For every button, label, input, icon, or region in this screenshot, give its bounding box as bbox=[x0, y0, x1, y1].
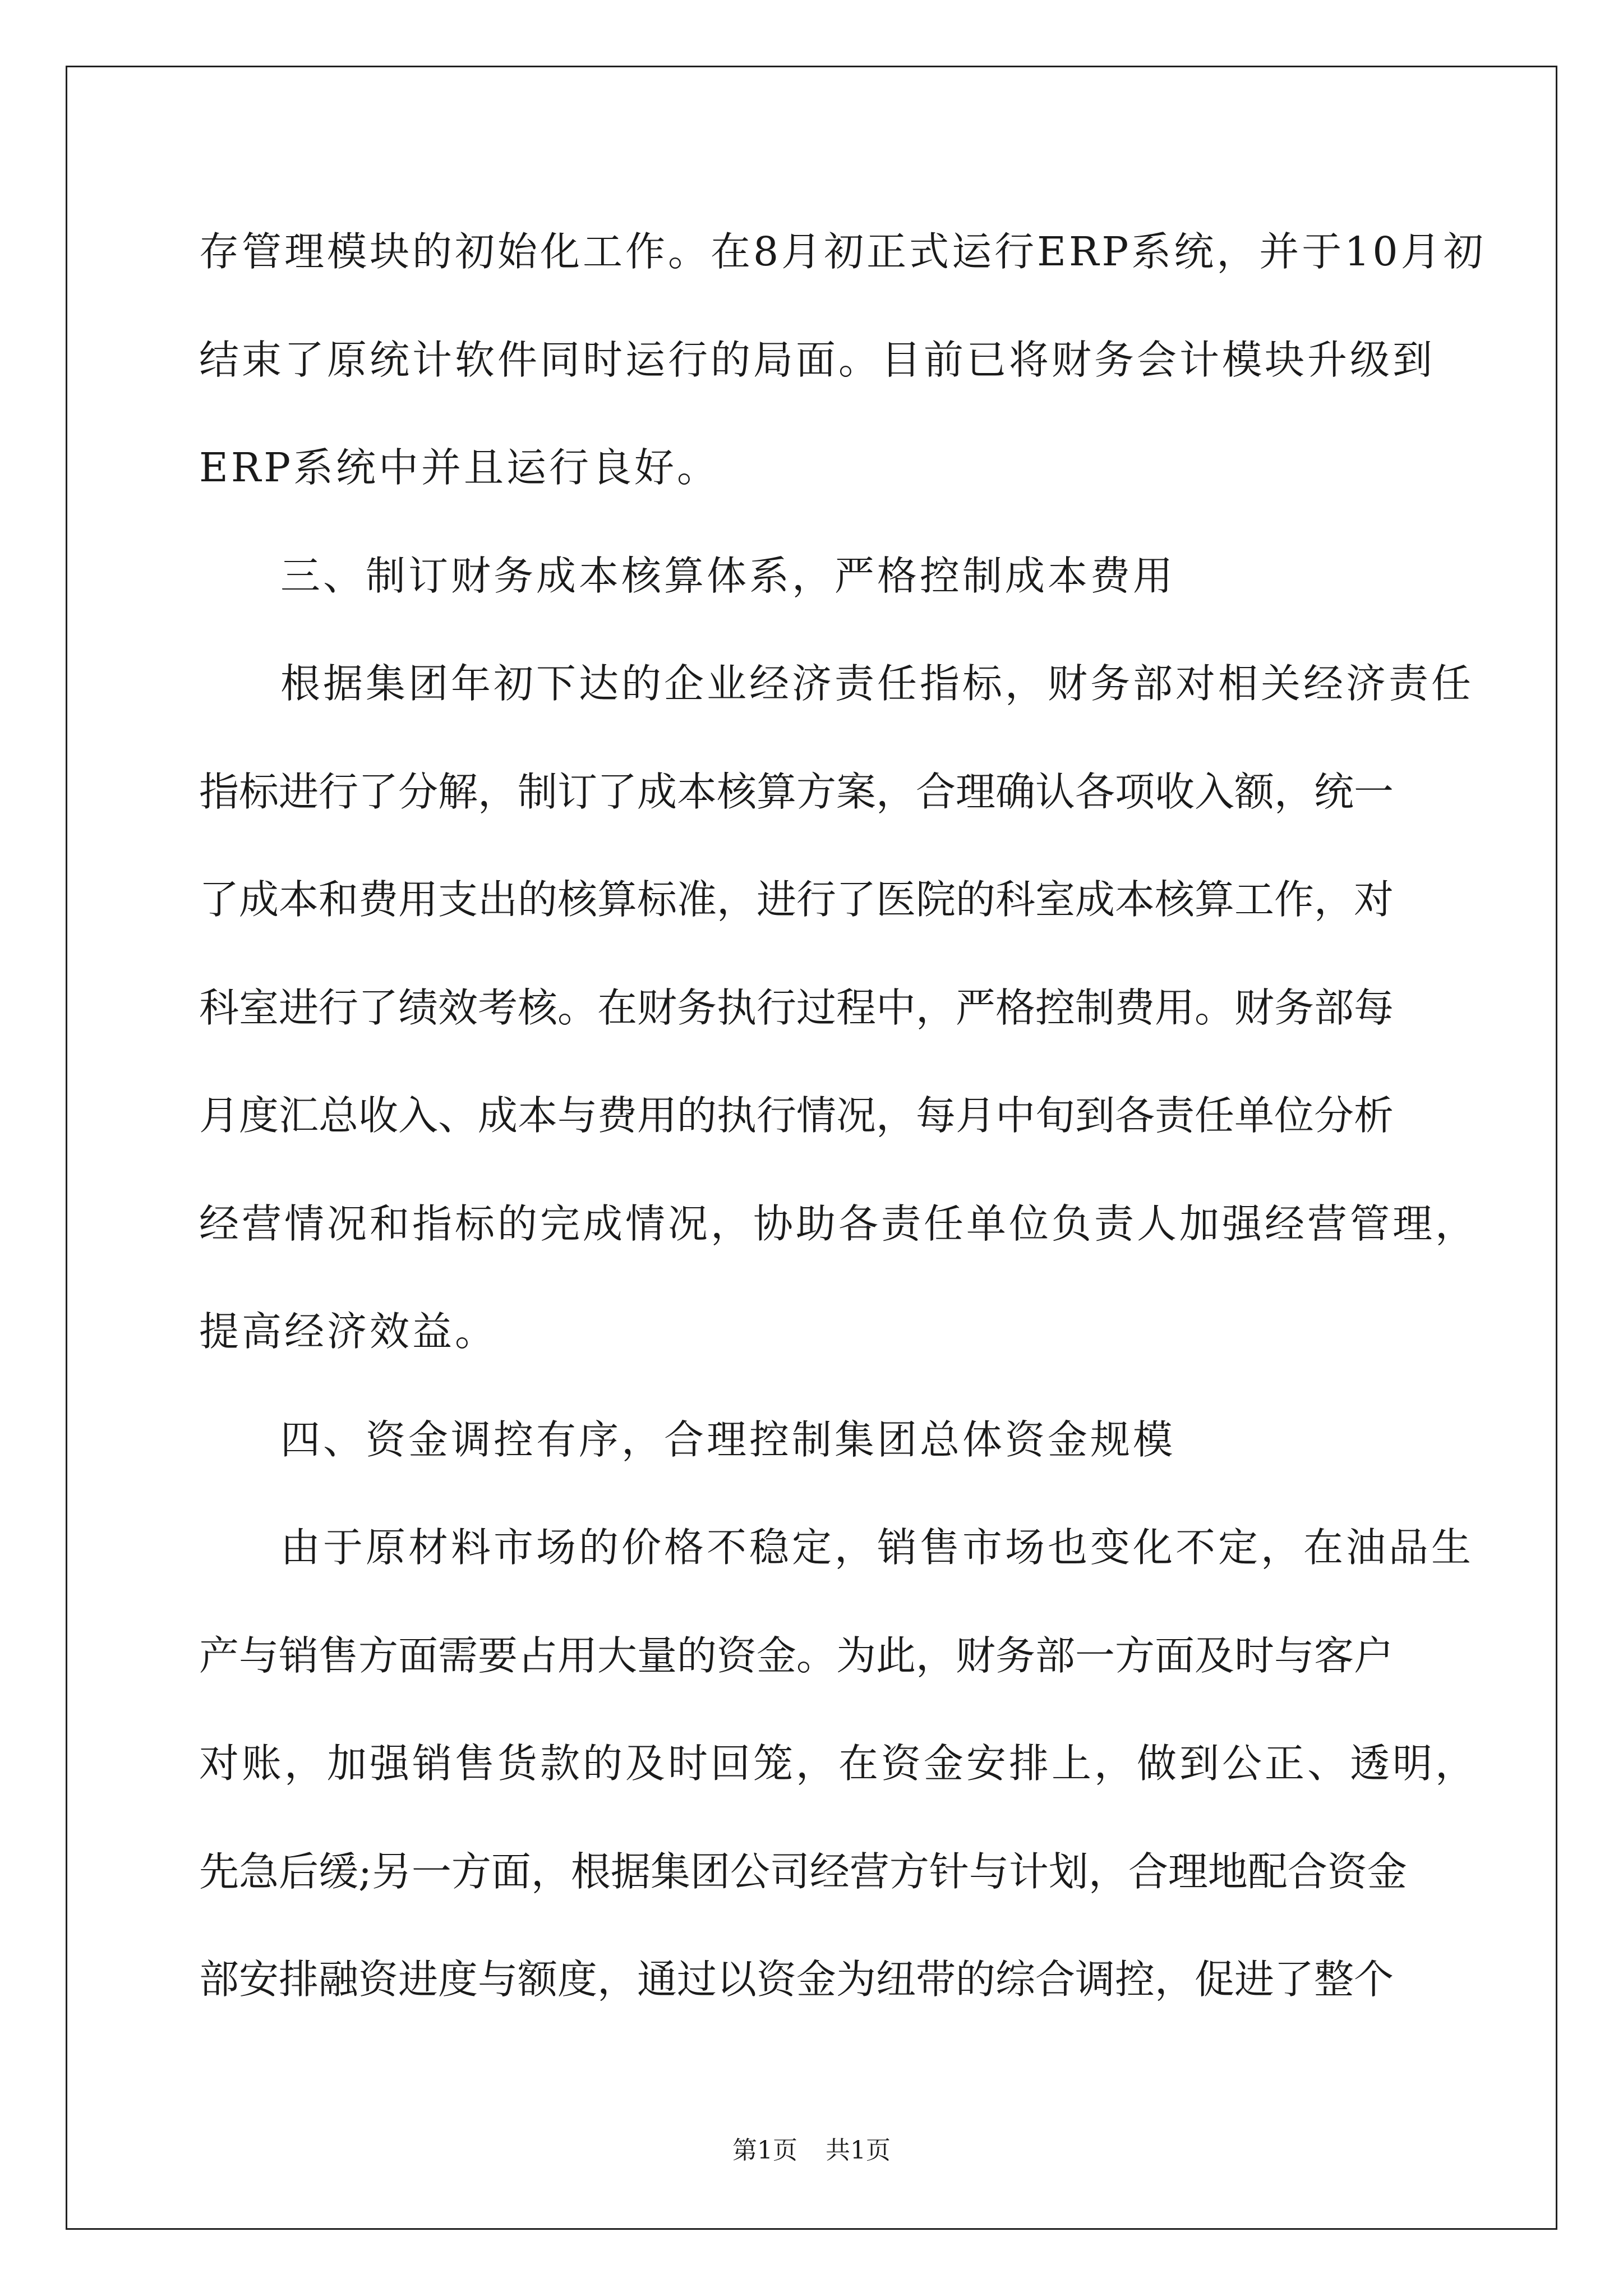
body-line: 月度汇总收入、成本与费用的执行情况，每月中旬到各责任单位分析 bbox=[199, 1092, 1394, 1139]
body-line: 科室进行了绩效考核。在财务执行过程中，严格控制费用。财务部每 bbox=[199, 984, 1394, 1031]
section-heading: 四、资金调控有序，合理控制集团总体资金规模 bbox=[280, 1416, 1176, 1463]
body-line: 结束了原统计软件同时运行的局面。目前已将财务会计模块升级到 bbox=[199, 336, 1436, 383]
page-number: 第1页 bbox=[732, 2136, 797, 2165]
document-body bbox=[199, 215, 1486, 2051]
body-line: 经营情况和指标的完成情况，协助各责任单位负责人加强经营管理， bbox=[199, 1200, 1478, 1247]
body-line: 根据集团年初下达的企业经济责任指标，财务部对相关经济责任 bbox=[280, 660, 1474, 707]
page-total: 共1页 bbox=[826, 2136, 891, 2165]
body-line: 提高经济效益。 bbox=[199, 1308, 498, 1355]
body-line: 指标进行了分解，制订了成本核算方案，合理确认各项收入额，统一 bbox=[199, 768, 1394, 815]
body-line: ERP系统中并且运行良好。 bbox=[199, 444, 720, 491]
body-line: 对账，加强销售货款的及时回笼，在资金安排上，做到公正、透明， bbox=[199, 1740, 1478, 1787]
body-line: 由于原材料市场的价格不稳定，销售市场也变化不定，在油品生 bbox=[280, 1524, 1474, 1571]
page-footer bbox=[0, 2134, 1623, 2168]
body-line: 了成本和费用支出的核算标准，进行了医院的科室成本核算工作，对 bbox=[199, 876, 1394, 923]
body-line: 存管理模块的初始化工作。在8月初正式运行ERP系统，并于10月初 bbox=[199, 228, 1486, 275]
body-line: 部安排融资进度与额度，通过以资金为纽带的综合调控，促进了整个 bbox=[199, 1956, 1394, 2003]
body-line: 产与销售方面需要占用大量的资金。为此，财务部一方面及时与客户 bbox=[199, 1632, 1394, 1679]
section-heading: 三、制订财务成本核算体系，严格控制成本费用 bbox=[280, 552, 1176, 599]
body-line: 先急后缓;另一方面，根据集团公司经营方针与计划，合理地配合资金 bbox=[199, 1848, 1407, 1895]
